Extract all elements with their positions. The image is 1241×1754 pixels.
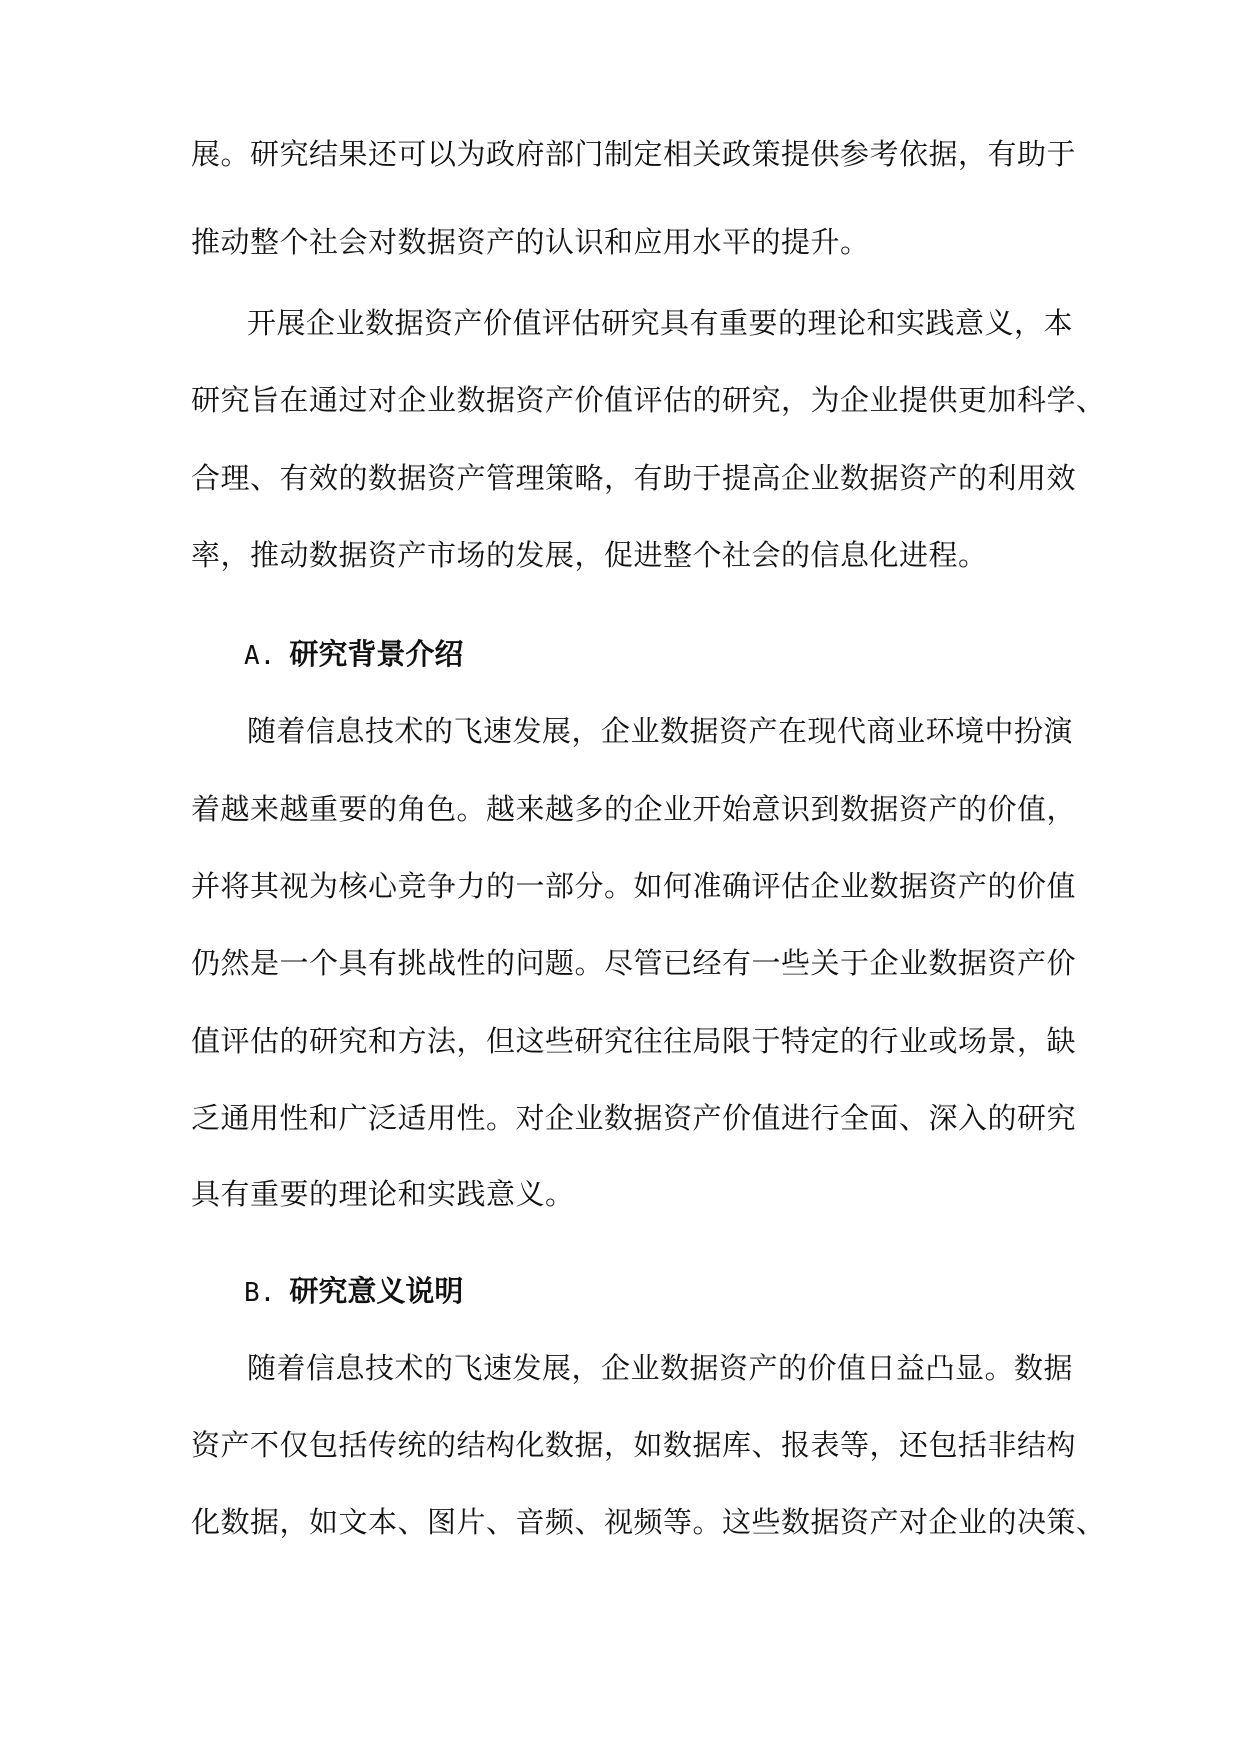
paragraph-line: 推动整个社会对数据资产的认识和应用水平的提升。: [191, 225, 870, 259]
section-b-label: B.: [244, 1278, 276, 1308]
paragraph-line: 研究旨在通过对企业数据资产价值评估的研究，为企业提供更加科学、: [191, 383, 1106, 417]
section-b-heading: [244, 1271, 463, 1313]
section-a-label: A.: [244, 641, 276, 671]
paragraph-line: 具有重要的理论和实践意义。: [191, 1177, 575, 1211]
paragraph-line: 化数据，如文本、图片、音频、视频等。这些数据资产对企业的决策、: [191, 1505, 1106, 1539]
paragraph-line: 资产不仅包括传统的结构化数据，如数据库、报表等，还包括非结构: [191, 1428, 1077, 1462]
section-b-title: 研究意义说明: [289, 1274, 464, 1308]
paragraph-line: 开展企业数据资产价值评估研究具有重要的理论和实践意义，本: [247, 306, 1074, 340]
paragraph-line: 随着信息技术的飞速发展，企业数据资产在现代商业环境中扮演: [247, 714, 1074, 748]
section-a-title: 研究背景介绍: [289, 637, 464, 671]
paragraph-line: 合理、有效的数据资产管理策略，有助于提高企业数据资产的利用效: [191, 461, 1077, 495]
paragraph-line: 展。研究结果还可以为政府部门制定相关政策提供参考依据，有助于: [191, 137, 1077, 171]
paragraph-line: 着越来越重要的角色。越来越多的企业开始意识到数据资产的价值，: [191, 792, 1077, 826]
paragraph-line: 值评估的研究和方法，但这些研究往往局限于特定的行业或场景，缺: [191, 1024, 1077, 1058]
section-a-heading: [244, 634, 463, 676]
paragraph-line: 随着信息技术的飞速发展，企业数据资产的价值日益凸显。数据: [247, 1351, 1074, 1385]
paragraph-line: 并将其视为核心竞争力的一部分。如何准确评估企业数据资产的价值: [191, 869, 1077, 903]
paragraph-line: 乏通用性和广泛适用性。对企业数据资产价值进行全面、深入的研究: [191, 1101, 1077, 1135]
paragraph-line: 率，推动数据资产市场的发展，促进整个社会的信息化进程。: [191, 538, 988, 572]
paragraph-line: 仍然是一个具有挑战性的问题。尽管已经有一些关于企业数据资产价: [191, 946, 1077, 980]
